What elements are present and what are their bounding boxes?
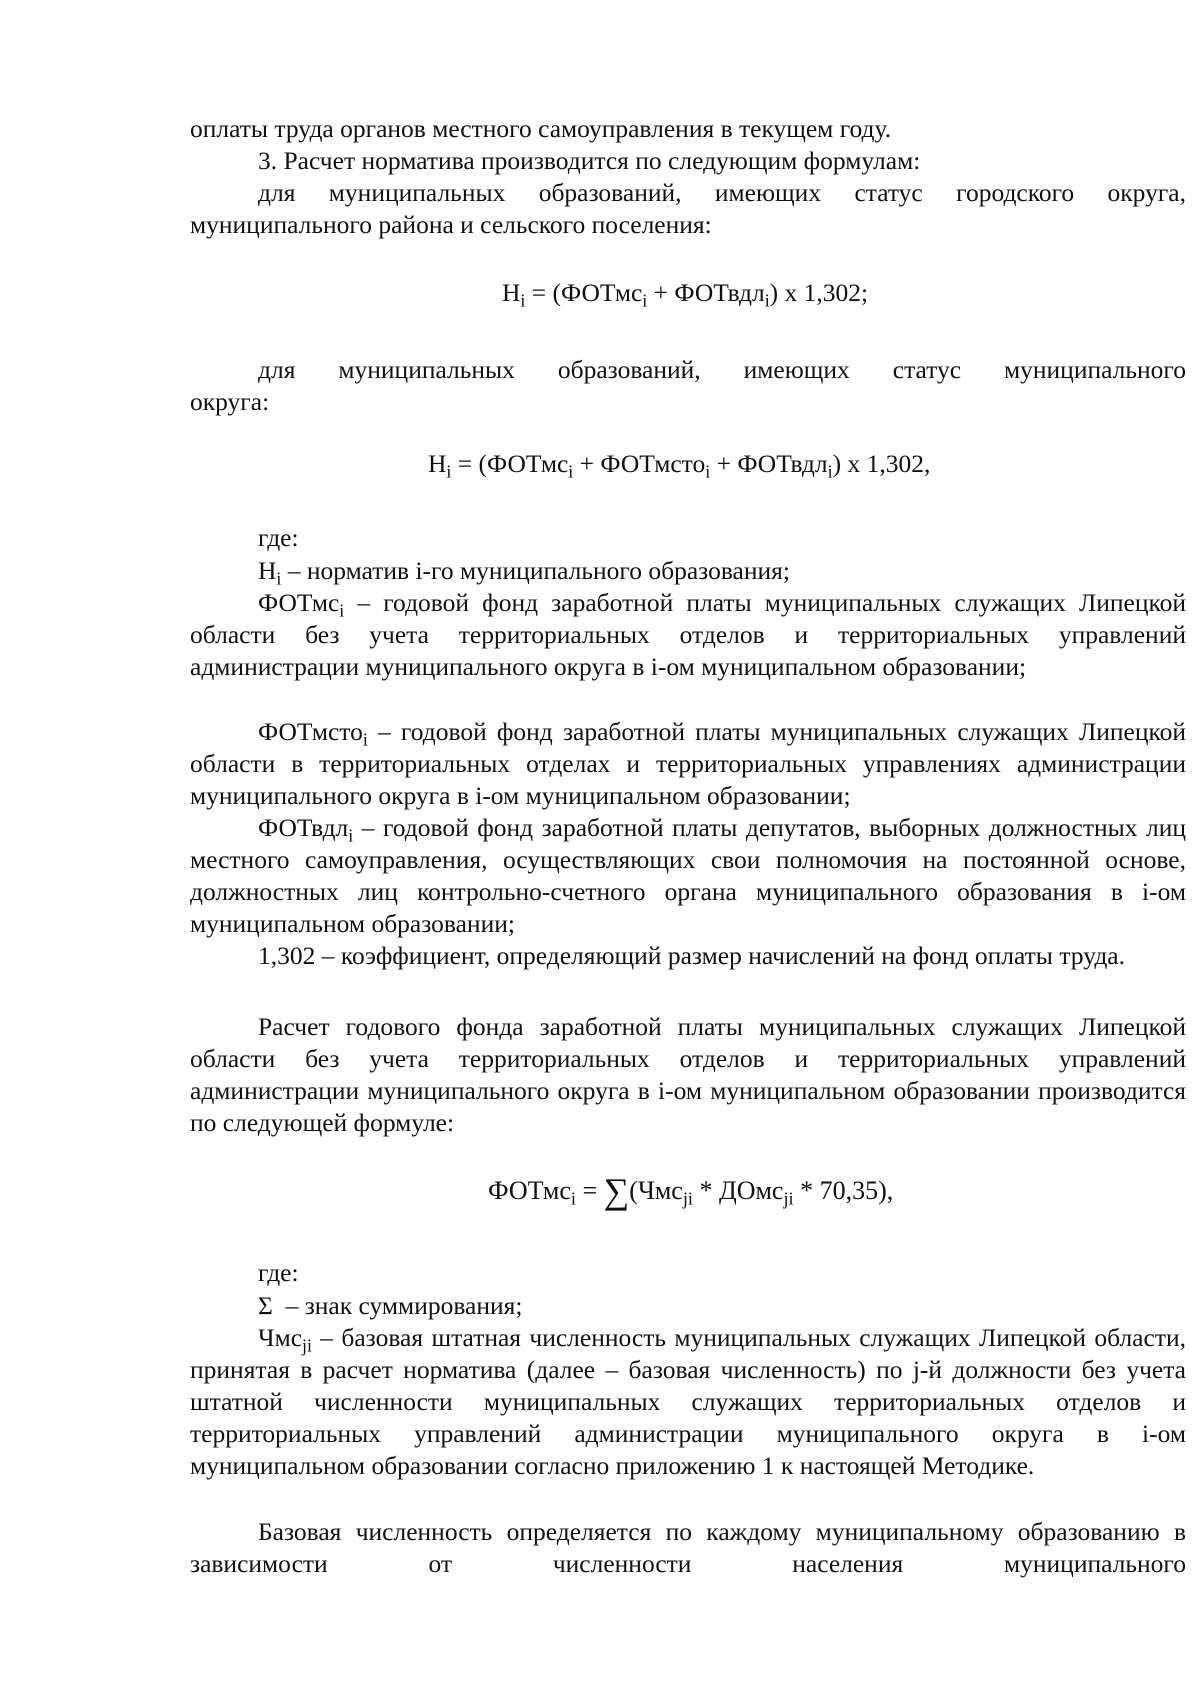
urban-condition-line-2: муниципального района и сельского поселения: (190, 210, 712, 239)
muni-condition-line-1: для муниципальных образований, имеющих статус муниципального (258, 355, 1186, 384)
definition-fotms: ФОТмс$_i$ – годовой фонд заработной платы муниципальных служащих Липецкой области без учета территориальных отделов и территориальных управлений администрации муниципального округа в i-ом муниципальном образовании; (190, 588, 1186, 681)
muni-condition-line-2: округа: (190, 387, 270, 416)
definition-fotvdl: ФОТвдл$_i$ – годовой фонд заработной платы депутатов, выборных должностных лиц местного самоуправления, осуществляющих свои полномочия на постоянной основе, должностных лиц контрольно-счетного органа муниципального образования в i-ом муниципальном образовании; (190, 813, 1186, 938)
where-label-2: где: (258, 1258, 299, 1287)
formula-fotms: ФОТмс$_i$ = ∑(Чмс$_{ji}$ * ДОмс$_{ji}$ * 70,35), (488, 1171, 894, 1211)
formula-norm-urban: $Н_i$ = (ФОТмс$_i$ + ФОТвдл$_i$) х 1,302; (502, 278, 869, 311)
definition-h: $Н_i$ – норматив i-го муниципального образования; (258, 556, 790, 589)
definition-coefficient: 1,302 – коэффициент, определяющий размер начислений на фонд оплаты труда. (258, 941, 1125, 970)
formula-norm-municipal-okrug: $Н_i$ = (ФОТмс$_i$ + ФОТмсто$_i$ + ФОТвдл$_i$) х 1,302, (428, 449, 931, 482)
definition-fotmsto: ФОТмсто$_i$ – годовой фонд заработной платы муниципальных служащих Липецкой области в территориальных отделах и территориальных управлениях администрации муниципального округа в i-ом муниципальном образовании; (190, 717, 1186, 810)
definition-sigma: Σ – знак суммирования; (258, 1291, 523, 1320)
definition-chms: Чмс$_{ji}$ – базовая штатная численность муниципальных служащих Липецкой области, принятая в расчет норматива (далее – базовая численность) по j-й должности без учета штатной численности муниципальных служащих территориальных отделов и территориальных управлений администрации муниципального округа в i-ом муниципальном образовании согласно приложению 1 к настоящей Методике. (190, 1323, 1186, 1480)
where-label-1: где: (258, 523, 299, 552)
calculation-paragraph: Расчет годового фонда заработной платы муниципальных служащих Липецкой области без учета территориальных отделов и территориальных управлений администрации муниципального округа в i-ом муниципальном образовании производится по следующей формуле: (190, 1012, 1186, 1137)
item-3-heading: 3. Расчет норматива производится по следующим формулам: (258, 146, 921, 175)
urban-condition-line-1: для муниципальных образований, имеющих статус городского округа, (258, 178, 1186, 207)
summation-symbol: ∑ (603, 1171, 630, 1211)
intro-line: оплаты труда органов местного самоуправления в текущем году. (190, 114, 892, 143)
base-count-paragraph: Базовая численность определяется по каждому муниципальному образованию в зависимости от численности населения муниципального (190, 1517, 1186, 1578)
